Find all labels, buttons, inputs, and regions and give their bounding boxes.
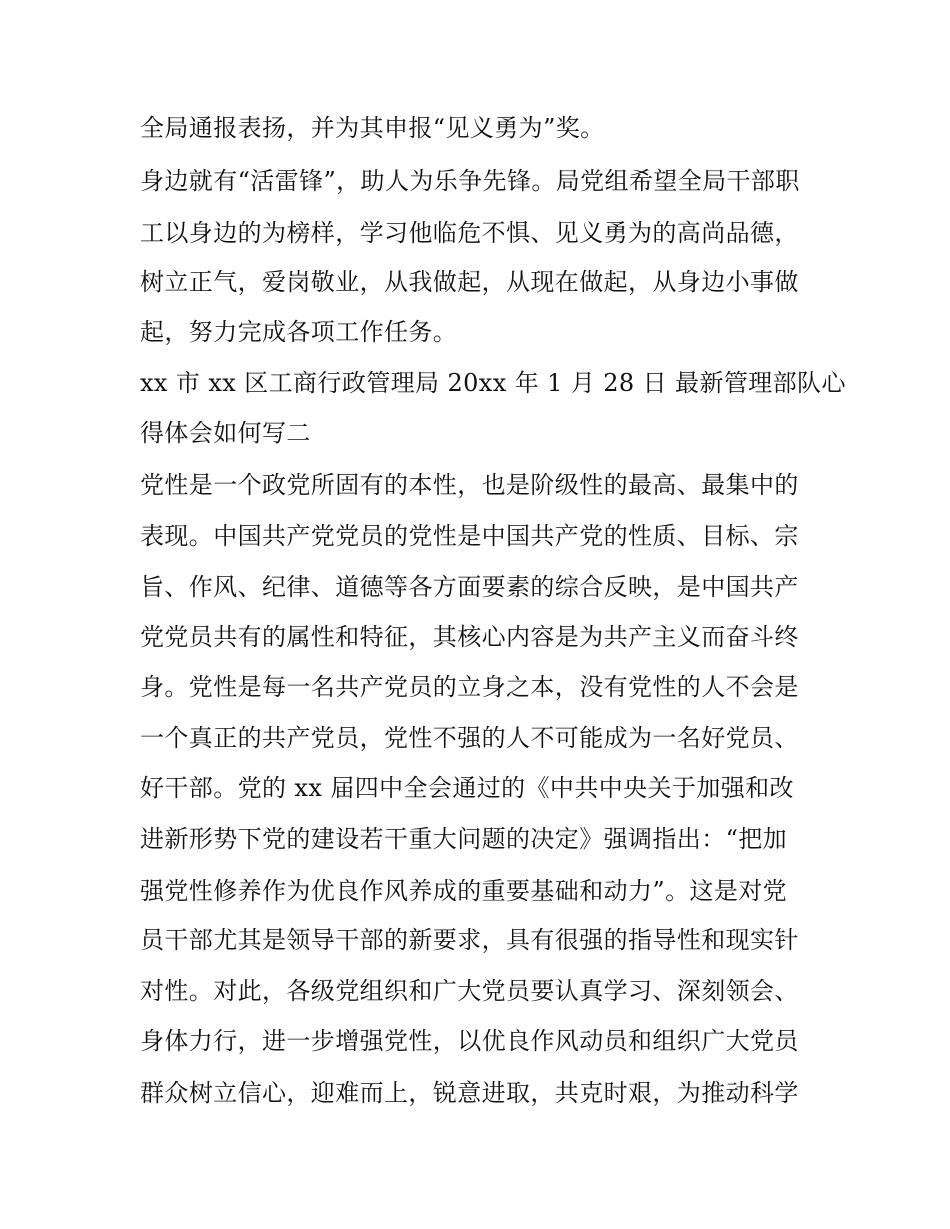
text-line: xx 市 xx 区工商行政管理局 20xx 年 1 月 28 日 最新管理部队心 [140,369,846,397]
text-line: 工以身边的为榜样，学习他临危不惧、见义勇为的高尚品德， [140,219,799,247]
text-line: 身。党性是每一名共产党员的立身之本，没有党性的人不会是 [140,673,799,701]
text-line: 身体力行，进一步增强党性，以优良作风动员和组织广大党员 [140,1027,799,1055]
text-line: 树立正气，爱岗敬业，从我做起，从现在做起，从身边小事做 [140,268,799,296]
text-line: 党党员共有的属性和特征，其核心内容是为共产主义而奋斗终 [140,623,799,651]
text-line: 表现。中国共产党党员的党性是中国共产党的性质、目标、宗 [140,522,799,550]
text-line: 员干部尤其是领导干部的新要求，具有很强的指导性和现实针 [140,926,799,954]
text-line: 旨、作风、纪律、道德等各方面要素的综合反映，是中国共产 [140,573,799,601]
text-line: 强党性修养作为优良作风养成的重要基础和动力”。这是对党 [140,877,788,905]
text-line: 一个真正的共产党员，党性不强的人不可能成为一名好党员、 [140,724,799,752]
text-line: 身边就有“活雷锋”，助人为乐争先锋。局党组希望全局干部职 [140,167,800,195]
text-line: 党性是一个政党所固有的本性，也是阶级性的最高、最集中的 [140,471,799,499]
text-line: 好干部。党的 xx 届四中全会通过的《中共中央关于加强和改 [140,774,794,802]
text-line: 全局通报表扬，并为其申报“见义勇为”奖。 [140,114,605,142]
text-line: 起，努力完成各项工作任务。 [140,318,458,346]
text-line: 对性。对此，各级党组织和广大党员要认真学习、深刻领会、 [140,977,799,1005]
text-line: 得体会如何写二 [140,419,311,447]
text-line: 进新形势下党的建设若干重大问题的决定》强调指出：“把加 [140,825,788,853]
text-line: 群众树立信心，迎难而上，锐意进取，共克时艰，为推动科学 [140,1079,799,1107]
